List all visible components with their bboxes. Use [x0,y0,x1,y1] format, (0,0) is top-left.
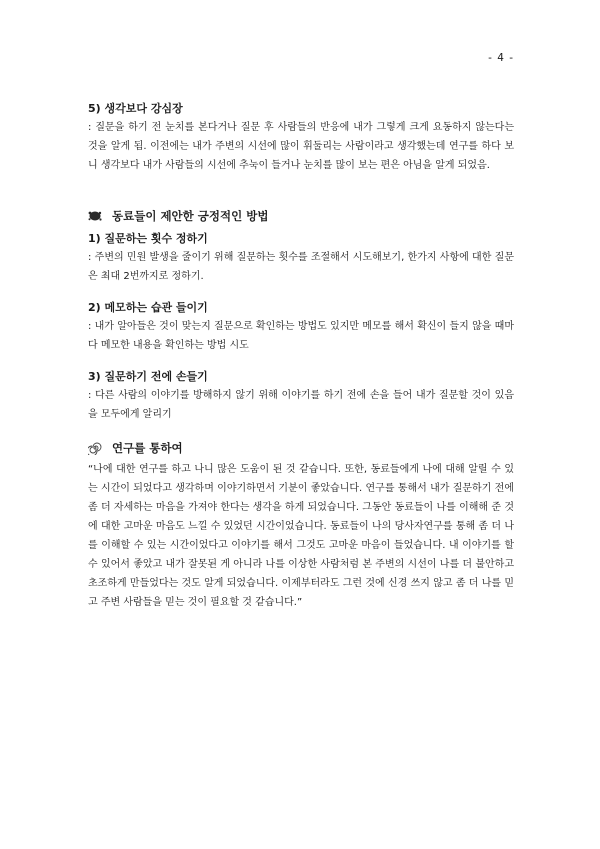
through-research-header [88,440,514,456]
peer-method-1-body: : 주변의 민원 발생을 줄이기 위해 질문하는 횟수를 조절해서 시도해보기, 한가지 사항에 대한 질문은 최대 2번까지로 정하기. [88,252,514,282]
through-research-title: 연구를 통하여 [112,441,183,455]
peer-methods-header [88,208,514,224]
peer-method-3-body: : 다른 사람의 이야기를 방해하지 않기 위해 이야기를 하기 전에 손을 들어 내가 질문할 것이 있음을 모두에게 알리기 [88,390,514,420]
peer-method-item-1 [88,230,514,286]
peer-method-3-heading: 3) 질문하기 전에 손들기 [88,370,208,383]
peer-methods-title: 동료들이 제안한 긍정적인 방법 [112,209,269,223]
through-research-body: “나에 대한 연구를 하고 나니 많은 도움이 된 것 같습니다. 또한, 동료들에게 나에 대해 알릴 수 있는 시간이 되었다고 생각하며 이야기하면서 기분이 좋았습니다. 연구를 통해서 내가 질문하기 전에 좀 더 자세하는 마음을 가져야 한다는 생각을 하게 되었습니다. 그동안 동료들이 나를 이해해 준 것에 대한 고마운 마음도 느낄 수 있었던 시간이었습니다. 동료들이 나의 당사자연구를 통해 좀 더 나를 이해할 수 있는 시간이었다고 이야기를 해서 그것도 고마운 마음이 들었습니다. 내 이야기를 할 수 있어서 좋았고 내가 잘못된 게 아니라 나를 이상한 사람처럼 본 주변의 시선이 나를 더 불안하고 초조하게 만들었다는 것도 알게 되었습니다. 이제부터라도 그런 것에 신경 쓰지 않고 좀 더 나를 믿고 주변 사람들을 믿는 것이 필요할 것 같습니다.” [88,464,514,608]
section-5-body: : 질문을 하기 전 눈치를 본다거나 질문 후 사람들의 반응에 내가 그렇게 크게 요동하지 않는다는 것을 알게 됨. 이전에는 내가 주변의 시선에 많이 휘둘리는 사람이라고 생각했는데 연구를 하다 보니 생각보다 내가 사람들의 시선에 추눅이 들거나 눈치를 많이 보는 편은 아님을 알게 되었음. [88,122,514,171]
section-5-heading: 5) 생각보다 강심장 [88,102,183,115]
page-number: - 4 - [488,52,514,64]
peer-methods-section [88,208,514,424]
peer-method-2-heading: 2) 메모하는 습관 들이기 [88,301,208,314]
peer-method-2-body: : 내가 알아들은 것이 맞는지 질문으로 확인하는 방법도 있지만 메모를 해서 확신이 들지 않을 때마다 메모한 내용을 확인하는 방법 시도 [88,321,514,351]
peer-method-item-2 [88,299,514,355]
peer-method-item-3 [88,368,514,424]
section-5 [88,100,514,175]
cloud-ink-icon [88,209,102,223]
spiral-icon [88,441,102,455]
peer-method-1-heading: 1) 질문하는 횟수 정하기 [88,232,208,245]
through-research-section [88,440,514,612]
